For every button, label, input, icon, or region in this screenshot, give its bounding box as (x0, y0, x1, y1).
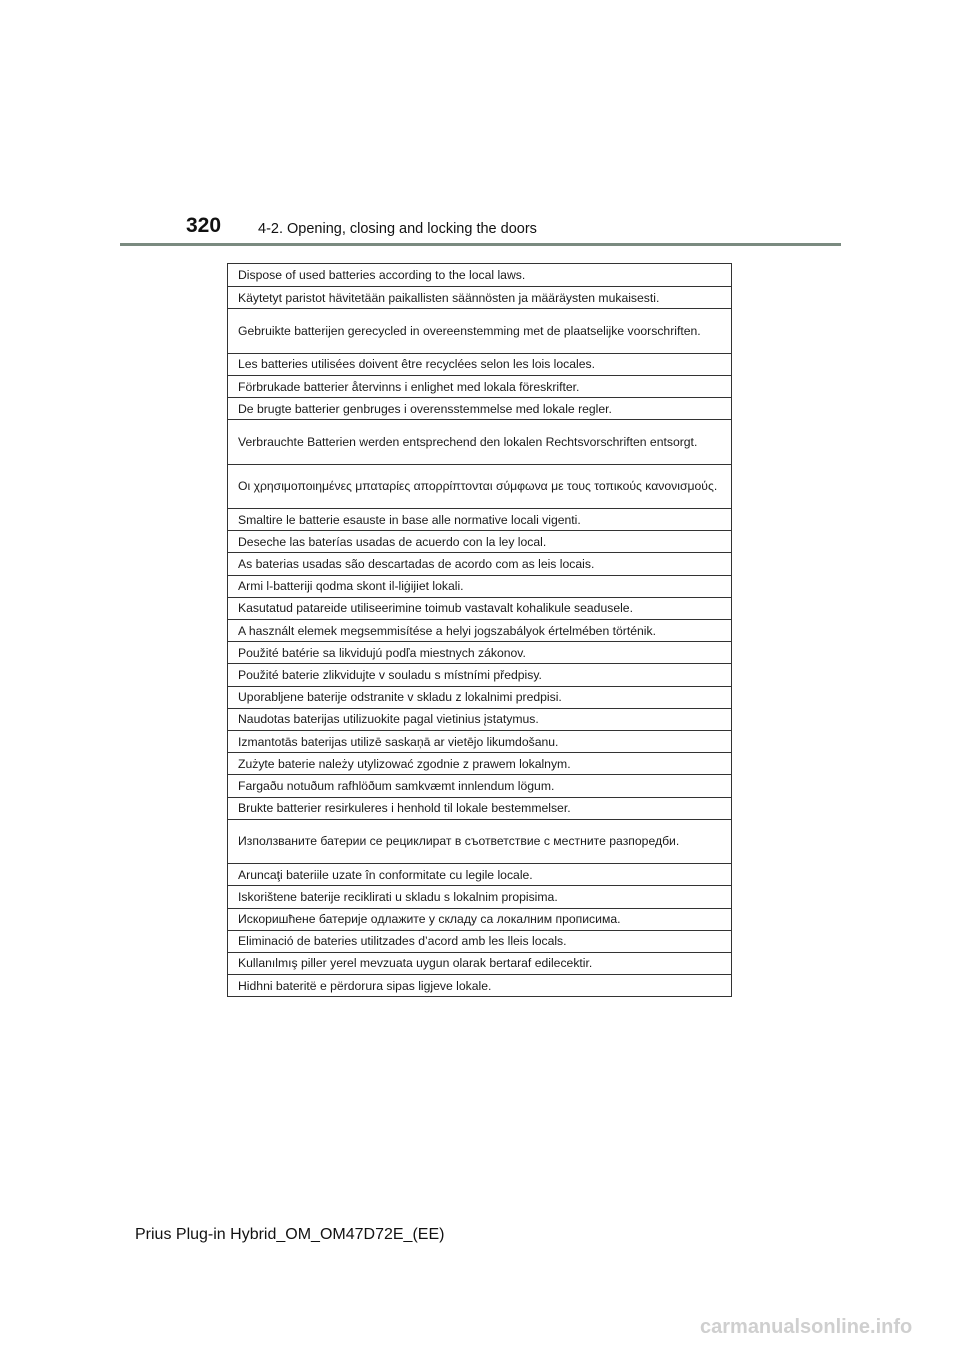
notice-latvian: Izmantotās baterijas utilizē saskaņā ar vietējo likumdošanu. (228, 730, 731, 752)
notice-hungarian: A használt elemek megsemmisítése a helyi jogszabályok értelmében történik. (228, 619, 731, 641)
notice-icelandic: Fargaðu notuðum rafhlöðum samkvæmt innlendum lögum. (228, 774, 731, 796)
notice-slovenian: Uporabljene baterije odstranite v skladu z lokalnimi predpisi. (228, 686, 731, 708)
page-number: 320 (186, 214, 222, 237)
header-rule (120, 243, 841, 246)
notice-greek: Οι χρησιμοποιημένες μπαταρίες απορρίπτονται σύμφωνα με τους τοπικούς κανονισμούς. (228, 464, 731, 508)
notice-dutch: Gebruikte batterijen gerecycled in overeenstemming met de plaatselijke voorschriften. (228, 308, 731, 352)
notice-slovak: Použité batérie sa likvidujú podľa miestnych zákonov. (228, 641, 731, 663)
notice-croatian: Iskorištene baterije reciklirati u skladu s lokalnim propisima. (228, 885, 731, 907)
battery-disposal-table (227, 263, 732, 997)
notice-lithuanian: Naudotas baterijas utilizuokite pagal vietinius įstatymus. (228, 708, 731, 730)
notice-estonian: Kasutatud patareide utiliseerimine toimub vastavalt kohalikule seadusele. (228, 597, 731, 619)
notice-serbian: Искоришћене батерије одлажите у складу са локалним прописима. (228, 908, 731, 930)
notice-turkish: Kullanılmış piller yerel mevzuata uygun olarak bertaraf edilecektir. (228, 952, 731, 974)
notice-bulgarian: Използваните батерии се рециклират в съответствие с местните разпоредби. (228, 819, 731, 863)
notice-czech: Použité baterie zlikvidujte v souladu s místními předpisy. (228, 663, 731, 685)
notice-norwegian: Brukte batterier resirkuleres i henhold til lokale bestemmelser. (228, 797, 731, 819)
notice-danish: De brugte batterier genbruges i overensstemmelse med lokale regler. (228, 397, 731, 419)
notice-portuguese: As baterias usadas são descartadas de acordo com as leis locais. (228, 552, 731, 574)
section-title: 4-2. Opening, closing and locking the doors (258, 221, 537, 237)
notice-spanish: Deseche las baterías usadas de acuerdo con la ley local. (228, 530, 731, 552)
notice-italian: Smaltire le batterie esauste in base alle normative locali vigenti. (228, 508, 731, 530)
notice-catalan: Eliminació de bateries utilitzades d’acord amb les lleis locals. (228, 930, 731, 952)
notice-swedish: Förbrukade batterier återvinns i enlighet med lokala föreskrifter. (228, 375, 731, 397)
notice-maltese: Armi l-batteriji qodma skont il-liġijiet lokali. (228, 575, 731, 597)
notice-german: Verbrauchte Batterien werden entsprechend den lokalen Rechtsvorschriften entsorgt. (228, 419, 731, 463)
notice-polish: Zużyte baterie należy utylizować zgodnie z prawem lokalnym. (228, 752, 731, 774)
site-watermark: carmanualsonline.info (700, 1316, 913, 1338)
notice-french: Les batteries utilisées doivent être recyclées selon les lois locales. (228, 353, 731, 375)
notice-albanian: Hidhni bateritë e përdorura sipas ligjeve lokale. (228, 974, 731, 996)
notice-romanian: Aruncaţi bateriile uzate în conformitate cu legile locale. (228, 863, 731, 885)
notice-english: Dispose of used batteries according to the local laws. (238, 268, 526, 283)
notice-finnish: Käytetyt paristot hävitetään paikallisten säännösten ja määräysten mukaisesti. (228, 286, 731, 308)
document-id: Prius Plug-in Hybrid_OM_OM47D72E_(EE) (135, 1226, 445, 1243)
